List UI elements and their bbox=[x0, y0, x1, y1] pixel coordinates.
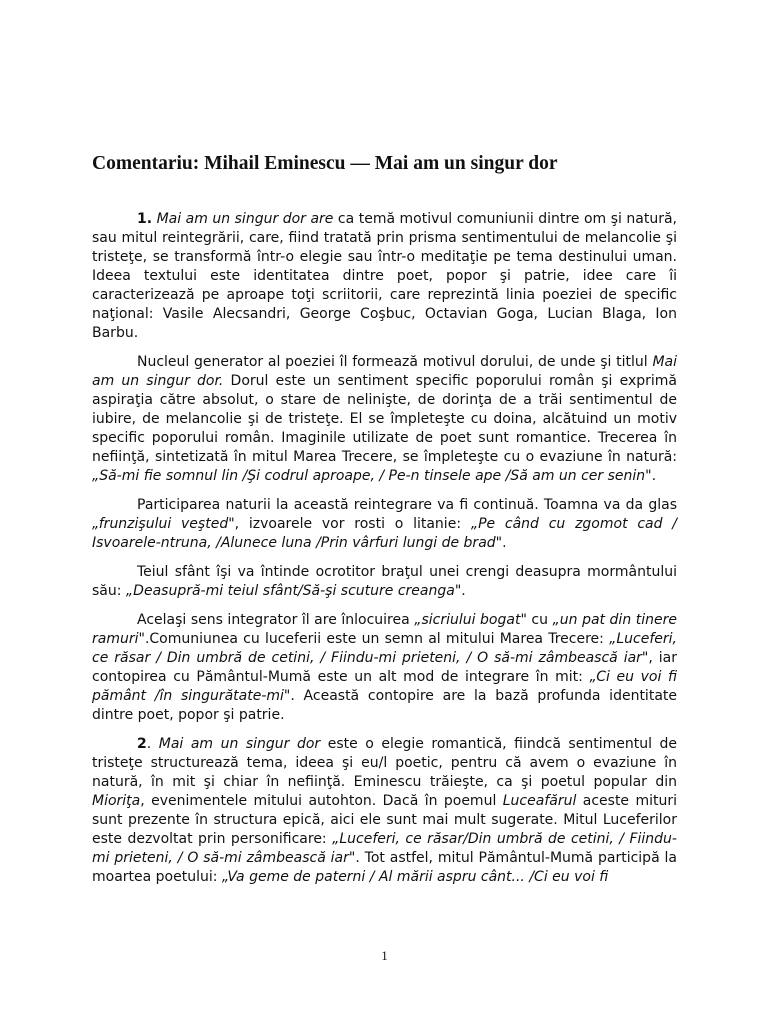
text: . Tot astfel, mitul Pământul-Mumă participă la moartea poetului: bbox=[92, 850, 677, 885]
quote: „sicriului bogat" bbox=[414, 612, 527, 628]
text: , izvoarele vor rosti o litanie: bbox=[234, 516, 471, 532]
text: . bbox=[146, 736, 159, 752]
paragraph-2 bbox=[92, 353, 677, 486]
quote: „Va geme de paterni / Al mării aspru cânt... /Ci eu voi fi bbox=[221, 869, 609, 885]
text: ca temă motivul comuniunii dintre om şi natură, sau mitul reintegrării, care, fiind tratată prin prisma sentimentului de melancolie şi tristeţe, se transformă într-o elegie sau într-o meditaţie pe tema destinului uman. Ideea textului este identitatea dintre poet, popor şi patrie, idee care îi caracterizează pe aproape toţi scriitorii, care reprezintă linia poeziei de specific naţional: Vasile Alecsandri, George Coşbuc, Octavian Goga, Lucian Blaga, Ion Barbu. bbox=[92, 211, 677, 341]
text: cu bbox=[526, 612, 553, 628]
quote: „Deasupră-mi teiul sfânt/Să-şi scuture creanga" bbox=[125, 583, 462, 599]
text: Dorul este un sentiment specific poporului român şi exprimă aspiraţia către absolut, o stare de nelinişte, de dorinţa de a trăi sentimentul de iubire, de melancolie şi de tristeţe. El se împleteşte cu doina, alcătuind un motiv specific poporului român. Imaginile utilizate de poet sunt romantice. Trecerea în nefiinţă, sintetizată în mitul Marea Trecere, se împleteşte cu o evaziune în natură: bbox=[92, 373, 677, 465]
section-number: 2 bbox=[137, 736, 147, 752]
text: . bbox=[651, 468, 657, 484]
paragraph-4 bbox=[92, 563, 677, 601]
text: Acelaşi sens integrator îl are înlocuirea bbox=[137, 612, 415, 628]
paragraph-5 bbox=[92, 611, 677, 725]
paragraph-1 bbox=[92, 210, 677, 343]
quote: „Ci eu voi fi pământ /în singurătate-mi" bbox=[92, 669, 677, 704]
text: . bbox=[502, 535, 507, 551]
text: , iar contopirea cu Pământul-Mumă este un alt mod de integrare în mit: bbox=[92, 650, 678, 685]
italic-text: Mai am un singur dor. bbox=[92, 354, 677, 389]
text: este o elegie romantică, fiindcă sentimentul de tristeţe structurează tema, ideea şi eu/l poetic, pentru că avem o evaziune în natură, în mit şi chiar în nefiinţă. Eminescu trăieşte, ca şi poetul popular din bbox=[92, 736, 678, 790]
quote: „frunzişului veşted" bbox=[92, 516, 235, 532]
text: Nucleul generator al poeziei îl formează motivul dorului, de unde şi titlul bbox=[137, 354, 653, 370]
section-number: 1. bbox=[137, 211, 153, 227]
text: .Comuniunea cu luceferii este un semn al mitului Marea Trecere: bbox=[144, 631, 610, 647]
document-title: Comentariu: Mihail Eminescu — Mai am un singur dor bbox=[92, 153, 558, 174]
quote: „Luceferi, ce răsar/Din umbră de cetini, / Fiindu-mi prieteni, / O să-mi zâmbească iar" bbox=[92, 831, 677, 866]
italic-text: Mai am un singur dor bbox=[158, 736, 321, 752]
text: . bbox=[461, 583, 466, 599]
paragraph-3 bbox=[92, 496, 677, 553]
italic-text: Luceafărul bbox=[502, 793, 577, 809]
italic-text: Mai am un singur dor are bbox=[156, 211, 334, 227]
text: , evenimentele mitului autohton. Dacă în poemul bbox=[140, 793, 503, 809]
text: Teiul sfânt îşi va întinde ocrotitor braţul unei crengi deasupra mormântului său: bbox=[92, 564, 677, 599]
text: aceste mituri sunt prezente în structura epică, aici ele sunt mai mult sugerate. Mitul Luceferilor este dezvoltat prin personificare: bbox=[92, 793, 677, 847]
italic-text: Mioriţa bbox=[92, 793, 141, 809]
page-number: 1 bbox=[381, 948, 388, 963]
document-page bbox=[92, 0, 677, 1024]
text: Participarea naturii la această reintegrare va fi continuă. Toamna va da glas bbox=[137, 497, 677, 513]
document-body bbox=[92, 210, 677, 897]
quote: „Să-mi fie somnul lin /Şi codrul aproape, / Pe-n tinsele ape /Să am un cer senin" bbox=[92, 468, 652, 484]
quote: „Luceferi, ce răsar / Din umbră de cetini, / Fiindu-mi prieteni, / O să-mi zâmbească iar" bbox=[92, 631, 677, 666]
paragraph-6 bbox=[92, 735, 677, 887]
text: . Această contopire are la bază profunda identitate dintre poet, popor şi patrie. bbox=[92, 688, 677, 723]
quote: „Pe când cu zgomot cad / Isvoarele-ntruna, /Alunece luna /Prin vârfuri lungi de brad" bbox=[92, 516, 677, 551]
quote: „un pat din tinere ramuri" bbox=[92, 612, 677, 647]
